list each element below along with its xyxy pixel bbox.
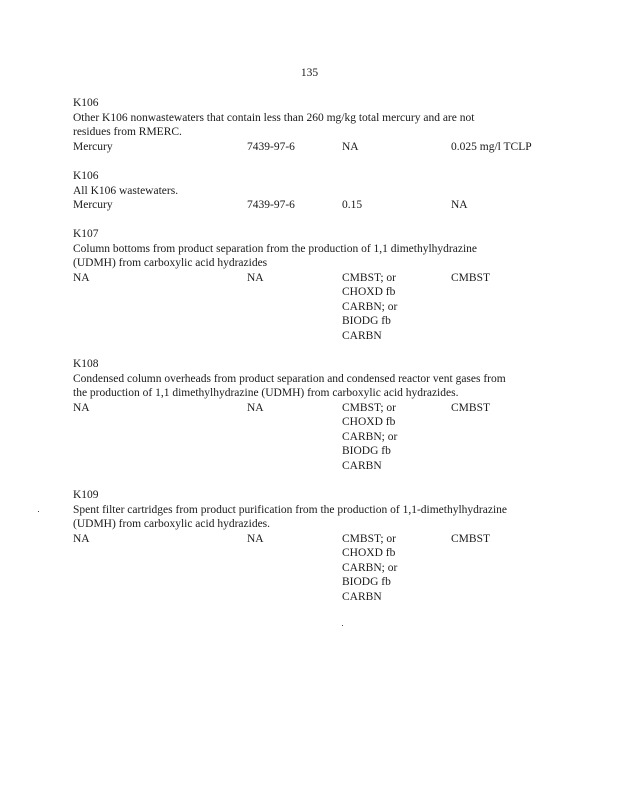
cas-number: NA <box>247 401 264 414</box>
technology-code: CMBST; or <box>342 271 397 284</box>
standard-row <box>73 198 553 213</box>
wastewater-standard: 0.15 <box>342 199 363 211</box>
scan-speck <box>342 625 343 626</box>
waste-code: K108 <box>73 358 99 370</box>
waste-description-line: (UDMH) from carboxylic acid hydrazides <box>73 257 268 269</box>
nonwastewater-standard: CMBST <box>451 401 490 414</box>
waste-entry-k106-wastewater <box>73 169 553 213</box>
waste-entry-k107 <box>73 227 553 343</box>
wastewater-standard <box>342 532 397 605</box>
technology-code: BIODG fb <box>342 576 391 588</box>
constituent: NA <box>73 532 90 545</box>
technology-code: BIODG fb <box>342 315 391 327</box>
technology-code: CARBN; or <box>342 300 398 313</box>
technology-code: BIODG fb <box>342 445 391 457</box>
nonwastewater-standard: CMBST <box>451 532 490 545</box>
cas-number: 7439-97-6 <box>247 140 295 153</box>
waste-description-line: residues from RMERC. <box>73 126 182 138</box>
standard-row <box>73 401 553 473</box>
wastewater-standard <box>342 271 397 344</box>
waste-code: K107 <box>73 228 99 240</box>
waste-description-line: Condensed column overheads from product separation and condensed reactor vent gases from <box>73 372 506 385</box>
scan-speck <box>38 511 39 512</box>
constituent: Mercury <box>73 140 113 153</box>
technology-code: CARBN <box>342 590 382 603</box>
waste-description-line: Other K106 nonwastewaters that contain less than 260 mg/kg total mercury and are not <box>73 111 475 124</box>
waste-entry-k106-nonwastewater <box>73 96 553 154</box>
nonwastewater-standard: NA <box>451 199 468 211</box>
waste-description-line: the production of 1,1 dimethylhydrazine (UDMH) from carboxylic acid hydrazides. <box>73 387 459 399</box>
constituent: Mercury <box>73 199 113 211</box>
technology-code: CHOXD fb <box>342 416 396 428</box>
waste-code: K106 <box>73 97 99 109</box>
technology-code: CHOXD fb <box>342 286 396 298</box>
waste-entry-k109 <box>73 488 553 604</box>
page-number: 135 <box>300 67 319 79</box>
waste-description-line: (UDMH) from carboxylic acid hydrazides. <box>73 518 271 530</box>
nonwastewater-standard: CMBST <box>451 271 490 284</box>
cas-number: NA <box>247 532 264 545</box>
technology-code: CHOXD fb <box>342 547 396 559</box>
waste-code: K109 <box>73 489 99 501</box>
waste-description-line: All K106 wastewaters. <box>73 184 179 197</box>
wastewater-standard <box>342 401 397 474</box>
technology-code: CARBN; or <box>342 561 398 574</box>
constituent: NA <box>73 271 90 284</box>
constituent: NA <box>73 401 90 414</box>
technology-code: CARBN <box>342 459 382 472</box>
waste-code: K106 <box>73 170 99 182</box>
technology-code: CARBN; or <box>342 430 398 443</box>
technology-code: CARBN <box>342 329 382 342</box>
cas-number: 7439-97-6 <box>247 199 295 211</box>
technology-code: CMBST; or <box>342 532 397 545</box>
standard-row <box>73 140 553 155</box>
cas-number: NA <box>247 271 264 284</box>
technology-code: CMBST; or <box>342 401 397 414</box>
nonwastewater-standard: 0.025 mg/l TCLP <box>451 140 532 153</box>
waste-description-line: Spent filter cartridges from product purification from the production of 1,1-dimethylhydrazine <box>73 503 507 516</box>
standard-row <box>73 532 553 604</box>
waste-description-line: Column bottoms from product separation from the production of 1,1 dimethylhydrazine <box>73 242 478 255</box>
waste-entry-k108 <box>73 357 553 473</box>
wastewater-standard: NA <box>342 140 359 153</box>
standard-row <box>73 271 553 343</box>
